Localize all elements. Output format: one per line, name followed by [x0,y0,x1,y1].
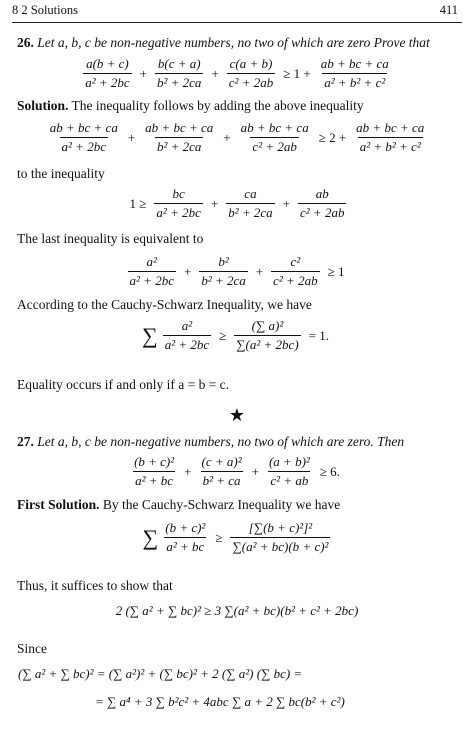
problem-statement: Let a, b, c be non-negative numbers, no two of which are zero. Then [37,434,405,449]
section-title: 8 2 Solutions [12,3,78,17]
page-header [0,3,474,21]
book-page: 8 2 Solutions 411 26. Let a, b, c be non-negative numbers, no two of which are zero Prove that $\frac{a(b + c)}{\text{a² + 2bc}}$ + $\frac{b(c + a)}{\text{b² + 2ca}}$ + $\frac{c(a + b)}{\text{c² + 2ab}}$ ≥ 1 + $\frac{ab + bc + ca}{\text{a² + b² + c²}}$ Solution. The inequality follows by adding the above inequality $\frac{ab + bc + ca}{\text{a² + 2bc}}$ + $\frac{ab + bc + ca}{\text{b² + 2ca}}$ + $\frac{ab + bc + ca}{\text{c² + 2ab}}$ ≥ 2 + $\frac{ab + bc + ca}{\text{a² + b² + c²}}$ to the inequality 1 ≥ $\frac{bc}{\text{a² + 2bc}}$ + $\frac{ca}{\text{b² + 2ca}}$ + $\frac{ab}{\text{c² + 2ab}}$ The last inequality is equivalent to $\frac{\text{a²}}{\text{a² + 2bc}}$ + $\frac{\text{b²}}{\text{b² + 2ca}}$ + $\frac{\text{c²}}{\text{c² + 2ab}}$ ≥ 1 According to the Cauchy-Schwarz Inequality, we have ∑ $\frac{\text{a²}}{\text{a² + 2bc}}$ ≥ $\frac{\text{(∑ a)²}}{\text{∑(a² + 2bc)}}$ = 1. Equality occurs if and only if a = b = c. ★ 27. Let a, b, c be non-negative numbers, no two of which are zero. Then $\frac{\text{(b + c)²}}{\text{a² + bc}}$ + $\frac{\text{(c + a)²}}{\text{b² + ca}}$ + $\frac{\text{(a + b)²}}{\text{c² + ab}}$ ≥ 6. First Solution. By the Cauchy-Schwarz Inequality we have ∑ $\frac{\text{(b + c)²}}{\text{a² + bc}}$ ≥ $\frac{\text{[∑(b + c)²]²}}{\text{∑(a² + bc)(b + c)²}}$ Thus, it suffices to show that 2 (∑ a² + ∑ bc)² ≥ 3 ∑(a² + bc)(b² + c² + 2bc) Since (∑ a² + ∑ bc)² = (∑ a²)² + (∑ bc)² + 2 (∑ a²) (∑ bc) = = ∑ a⁴ + 3 ∑ b²c² + 4abc ∑ a + 2 ∑ bc(b² + c²) [0,0,474,737]
problem-statement: Let a, b, c be non-negative numbers, no two of which are zero Prove that [37,35,430,50]
equation-27-suffices: 2 (∑ a² + ∑ bc)² ≥ 3 ∑(a² + bc)(b² + c² + 2bc) [115,603,359,618]
equation-27-main: $\frac{\text{(b + c)²}}{\text{a² + bc}}$ + $\frac{\text{(c + a)²}}{\text{b² + ca}}$ + $\frac{\text{(a + b)²}}{\text{c² + ab}}$ ≥ 6. [134,454,340,489]
problem-number: 26. [17,35,34,50]
solution-text: The inequality follows by adding the above inequality [71,98,364,113]
solution-text: By the Cauchy-Schwarz Inequality we have [102,497,341,512]
header-rule [12,22,462,23]
problem-number: 27. [17,434,34,449]
equation-27-cauchy: ∑ $\frac{\text{(b + c)²}}{\text{a² + bc}}$ ≥ $\frac{\text{[∑(b + c)²]²}}{\text{∑(a² + bc)(b + c)²}}$ [142,520,329,555]
star-divider: ★ [228,405,246,425]
solution-label: First Solution. [17,497,100,512]
equation-26-main: $\frac{a(b + c)}{\text{a² + 2bc}}$ + $\frac{b(c + a)}{\text{b² + 2ca}}$ + $\frac{c(a + b)}{\text{c² + 2ab}}$ ≥ 1 + $\frac{ab + bc + ca}{\text{a² + b² + c²}}$ [85,56,389,91]
equation-26-cauchy: ∑ $\frac{\text{a²}}{\text{a² + 2bc}}$ ≥ $\frac{\text{(∑ a)²}}{\text{∑(a² + 2bc)}}$ = 1. [142,318,329,353]
solution-label: Solution. [17,98,69,113]
page-number: 411 [439,3,458,17]
equation-26-equivalent: $\frac{\text{a²}}{\text{a² + 2bc}}$ + $\frac{\text{b²}}{\text{b² + 2ca}}$ + $\frac{\text{c²}}{\text{c² + 2ab}}$ ≥ 1 [129,254,345,289]
equation-26-one: 1 ≥ $\frac{bc}{\text{a² + 2bc}}$ + $\frac{ca}{\text{b² + 2ca}}$ + $\frac{ab}{\text{c² + 2ab}}$ [129,186,345,221]
equation-26-sum: $\frac{ab + bc + ca}{\text{a² + 2bc}}$ + $\frac{ab + bc + ca}{\text{b² + 2ca}}$ + $\frac{ab + bc + ca}{\text{c² + 2ab}}$ ≥ 2 + $\frac{ab + bc + ca}{\text{a² + b² + c²}}$ [49,120,425,155]
